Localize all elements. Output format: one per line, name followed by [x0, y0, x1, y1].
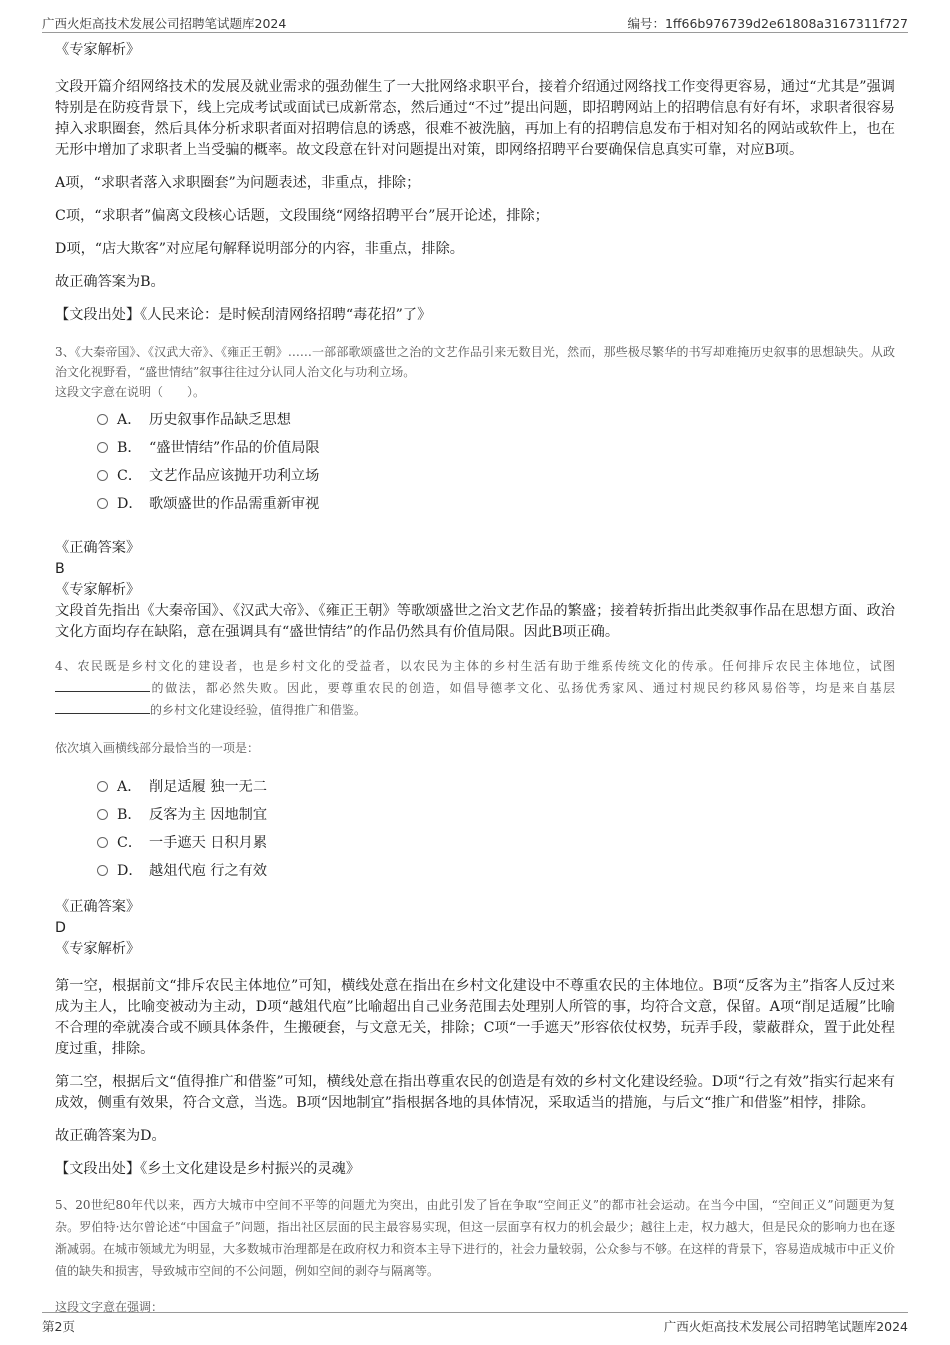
radio-icon[interactable] [97, 414, 108, 425]
q2-answer: 故正确答案为B。 [55, 274, 165, 290]
document-body [55, 40, 895, 1318]
footer-title: 广西火炬高技术发展公司招聘笔试题库2024 [663, 1319, 908, 1334]
radio-icon[interactable] [97, 442, 108, 453]
q3-stem: 3、《大秦帝国》、《汉武大帝》、《雍正王朝》……一部部歌颂盛世之治的文艺作品引来无数目光，然而，那些极尽繁华的书写却难掩历史叙事的思想缺失。从政治文化视野看，“盛世情结”叙事往往过分认同人治文化与功利立场。 [55, 345, 895, 379]
q4-stem: 4、农民既是乡村文化的建设者，也是乡村文化的受益者，以农民为主体的乡村生活有助于维系传统文化的传承。任何排斥农民主体地位，试图的做法，都必然失败。因此，要尊重农民的创造，如倡导德孝文化、弘扬优秀家风、通过村规民约移风易俗等，均是来自基层的乡村文化建设经验，值得推广和借鉴。 [55, 659, 895, 717]
q5-stem: 5、20世纪80年代以来，西方大城市中空间不平等的问题尤为突出，由此引发了旨在争取“空间正义”的都市社会运动。在当今中国，“空间正义”问题更为复杂。罗伯特·达尔曾论述“中国盒子”问题，指出社区层面的民主最容易实现，但这一层面享有权力的机会最少；越往上走，权力越大，但是民众的影响力也在逐渐减弱。在城市领域尤为明显，大多数城市治理都是在政府权力和资本主导下进行的，社会力量较弱，公众参与不够。在这样的背景下，容易造成城市中正义价值的缺失和损害，导致城市空间的不公问题，例如空间的剥夺与隔离等。 [55, 1198, 896, 1278]
q4-option-a[interactable]: A． 削足适履 独一无二 [97, 773, 895, 801]
fill-blank-2 [55, 699, 150, 714]
q4-analysis-para-2: 第二空，根据后文“值得推广和借鉴”可知，横线处意在指出尊重农民的创造是有效的乡村文化建设经验。D项“行之有效”指实行起来有成效，侧重有效果，符合文意，当选。B项“因地制宜”指根据各地的具体情况，采取适当的措施，与后文“推广和借鉴”相悖，排除。 [55, 1074, 895, 1111]
page-number: 第2页 [42, 1319, 75, 1334]
header-title: 广西火炬高技术发展公司招聘笔试题库2024 [42, 16, 287, 31]
q4-source: 【文段出处】《乡土文化建设是乡村振兴的灵魂》 [55, 1161, 361, 1177]
q3-answer: B [55, 561, 65, 577]
header-doc-id: 编号：1ff66b976739d2e61808a3167311f727 [627, 16, 908, 31]
q4-analysis-label: 《专家解析》 [55, 941, 141, 957]
q3-options [97, 406, 895, 518]
radio-icon[interactable] [97, 781, 108, 792]
fill-blank-1 [55, 677, 150, 692]
q3-prompt: 这段文字意在说明（ ）。 [55, 385, 206, 399]
page-footer [42, 1312, 908, 1335]
radio-icon[interactable] [97, 498, 108, 509]
q2-analysis-label: 《专家解析》 [55, 42, 141, 58]
q4-analysis-para-1: 第一空，根据前文“排斥农民主体地位”可知，横线处意在指出在乡村文化建设中不尊重农民的主体地位。B项“反客为主”指客人反过来成为主人，比喻变被动为主动，D项“越俎代庖”比喻超出自己业务范围去处理别人所管的事，均符合文意，保留。A项“削足适履”比喻不合理的牵就凑合或不顾具体条件，生搬硬套，与文意无关，排除；C项“一手遮天”形容依仗权势，玩弄手段，蒙蔽群众，置于此处程度过重，排除。 [55, 978, 895, 1057]
q2-analysis-para: 文段开篇介绍网络技术的发展及就业需求的强劲催生了一大批网络求职平台，接着介绍通过网络找工作变得更容易，通过“尤其是”强调特别是在防疫背景下，线上完成考试或面试已成新常态，然后通过“不过”提出问题，即招聘网站上的招聘信息有好有坏，求职者很容易掉入求职圈套，然后具体分析求职者面对招聘信息的诱惑，很难不被洗脑，再加上有的招聘信息发布于相对知名的网站或软件上，也在无形中增加了求职者上当受骗的概率。故文段意在针对问题提出对策，即网络招聘平台要确保信息真实可靠，对应B项。 [55, 79, 895, 158]
q5-prompt: 这段文字意在强调： [55, 1300, 164, 1314]
q4-option-c[interactable]: C． 一手遮天 日积月累 [97, 829, 895, 857]
radio-icon[interactable] [97, 809, 108, 820]
q4-option-d[interactable]: D． 越俎代庖 行之有效 [97, 857, 895, 885]
radio-icon[interactable] [97, 837, 108, 848]
q3-option-c[interactable]: C． 文艺作品应该抛开功利立场 [97, 462, 895, 490]
radio-icon[interactable] [97, 865, 108, 876]
q4-answer: D [55, 920, 66, 936]
q4-option-b[interactable]: B． 反客为主 因地制宜 [97, 801, 895, 829]
q4-prompt: 依次填入画横线部分最恰当的一项是： [55, 741, 260, 755]
q3-option-d[interactable]: D． 歌颂盛世的作品需重新审视 [97, 490, 895, 518]
q3-analysis: 文段首先指出《大秦帝国》、《汉武大帝》、《雍正王朝》等歌颂盛世之治文艺作品的繁盛；接着转折指出此类叙事作品在思想方面、政治文化方面均存在缺陷，意在强调具有“盛世情结”的作品仍然具有价值局限。因此B项正确。 [55, 603, 895, 640]
q2-option-a-note: A项，“求职者落入求职圈套”为问题表述，非重点，排除； [55, 175, 421, 191]
q4-answer-label: 《正确答案》 [55, 899, 141, 915]
q4-options [97, 773, 895, 885]
q2-source: 【文段出处】《人民来论：是时候刮清网络招聘“毒花招”了》 [55, 307, 432, 323]
q4-answer-text: 故正确答案为D。 [55, 1128, 166, 1144]
q3-answer-label: 《正确答案》 [55, 540, 141, 556]
q3-analysis-label: 《专家解析》 [55, 582, 141, 598]
q3-option-a[interactable]: A． 历史叙事作品缺乏思想 [97, 406, 895, 434]
q2-option-c-note: C项，“求职者”偏离文段核心话题，文段围绕“网络招聘平台”展开论述，排除； [55, 208, 549, 224]
q2-option-d-note: D项，“店大欺客”对应尾句解释说明部分的内容，非重点，排除。 [55, 241, 464, 257]
page-header [42, 12, 908, 33]
radio-icon[interactable] [97, 470, 108, 481]
q3-option-b[interactable]: B． “盛世情结”作品的价值局限 [97, 434, 895, 462]
